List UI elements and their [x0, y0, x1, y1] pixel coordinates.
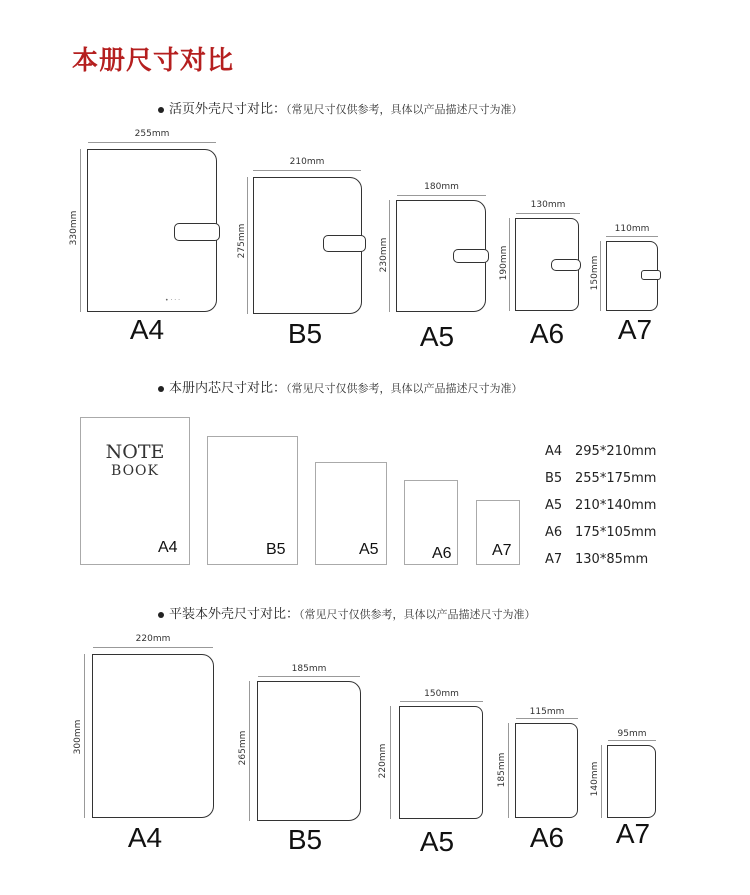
section-heading-loose-leaf: [158, 98, 523, 117]
section-note: （常见尺寸仅供参考，具体以产品描述尺寸为准）: [286, 382, 523, 395]
dim-height-a4: 330mm: [69, 210, 79, 246]
dim-height-a7: 150mm: [590, 255, 600, 291]
size-label-b5: B5: [287, 824, 323, 855]
dim-line: [390, 706, 391, 819]
dim-height-a4: 300mm: [73, 719, 83, 755]
section-heading-paperback: [158, 603, 536, 622]
dim-height-a6: 190mm: [499, 245, 509, 281]
section-heading-text: 本册内芯尺寸对比：: [169, 381, 287, 396]
dim-width-a7: 95mm: [617, 729, 647, 739]
dim-line: [606, 236, 658, 237]
dim-width-b5: 210mm: [289, 157, 325, 167]
clasp-a6: [551, 259, 581, 271]
size-label-a5: A5: [419, 826, 455, 857]
section-note: （常见尺寸仅供参考，具体以产品描述尺寸为准）: [299, 608, 536, 621]
dim-height-a5: 220mm: [378, 743, 388, 779]
cover-a6: [515, 723, 578, 818]
page-label-b5: B5: [266, 541, 286, 558]
dim-line: [247, 177, 248, 314]
dim-line: [249, 681, 250, 821]
dim-line: [88, 142, 216, 143]
bullet-icon: [158, 612, 164, 618]
dim-width-a7: 110mm: [614, 224, 650, 234]
page-label-a5: A5: [359, 541, 379, 558]
section-heading-text: 平装本外壳尺寸对比：: [169, 607, 300, 622]
section-heading-inner-pages: [158, 377, 523, 396]
dim-line: [516, 718, 578, 719]
cover-a4: [92, 654, 214, 818]
dim-line: [389, 200, 390, 312]
clasp-a7: [641, 270, 661, 280]
size-label-a4: A4: [129, 314, 165, 345]
size-label-a6: A6: [529, 822, 565, 853]
dim-width-a6: 130mm: [530, 200, 566, 210]
dim-line: [253, 170, 361, 171]
size-label-b5: B5: [287, 318, 323, 349]
dim-line: [600, 241, 601, 311]
size-label-a4: A4: [127, 822, 163, 853]
clasp-a4: [174, 223, 220, 241]
size-label-a7: A7: [617, 314, 653, 345]
size-row-a5: A5 210*140mm: [545, 498, 657, 513]
dim-line: [84, 654, 85, 818]
dim-line: [601, 745, 602, 818]
dim-line: [400, 701, 483, 702]
size-row-a4: A4 295*210mm: [545, 444, 657, 459]
dim-height-b5: 275mm: [237, 223, 247, 259]
cover-a7: [607, 745, 656, 818]
notebook-title-line2: BOOK: [111, 463, 159, 479]
page-label-a6: A6: [432, 545, 452, 562]
dim-line: [397, 195, 486, 196]
size-row-a6: A6 175*105mm: [545, 525, 657, 540]
dim-line: [258, 676, 360, 677]
dim-height-b5: 265mm: [238, 730, 248, 766]
dim-height-a5: 230mm: [379, 237, 389, 273]
dim-width-a5: 180mm: [424, 182, 459, 192]
decor-dots: • · · ·: [165, 297, 180, 304]
dim-line: [516, 213, 580, 214]
dim-line: [608, 740, 656, 741]
dim-line: [93, 647, 213, 648]
page-title: 本册尺寸对比: [72, 46, 235, 76]
size-row-a7: A7 130*85mm: [545, 552, 649, 567]
dim-line: [80, 149, 81, 312]
size-label-a6: A6: [529, 318, 565, 349]
size-label-a7: A7: [615, 818, 651, 849]
cover-b5: [257, 681, 361, 821]
dim-width-a4: 255mm: [134, 129, 170, 139]
page-label-a7: A7: [492, 542, 512, 559]
section-heading-text: 活页外壳尺寸对比：: [169, 102, 287, 117]
bullet-icon: [158, 107, 164, 113]
dim-line: [509, 218, 510, 311]
dim-width-a4: 220mm: [135, 634, 171, 644]
dim-line: [508, 723, 509, 818]
dim-width-a6: 115mm: [529, 707, 565, 717]
size-label-a5: A5: [419, 321, 455, 352]
dim-width-b5: 185mm: [291, 664, 327, 674]
size-row-b5: B5 255*175mm: [545, 471, 657, 486]
dim-height-a6: 185mm: [497, 752, 507, 788]
section-note: （常见尺寸仅供参考，具体以产品描述尺寸为准）: [286, 103, 523, 116]
page-label-a4: A4: [158, 539, 178, 556]
cover-a5: [399, 706, 483, 819]
bullet-icon: [158, 386, 164, 392]
clasp-a5: [453, 249, 489, 263]
dim-height-a7: 140mm: [590, 761, 600, 797]
dim-width-a5: 150mm: [424, 689, 459, 699]
clasp-b5: [323, 235, 366, 252]
notebook-title-line1: NOTE: [105, 441, 165, 463]
